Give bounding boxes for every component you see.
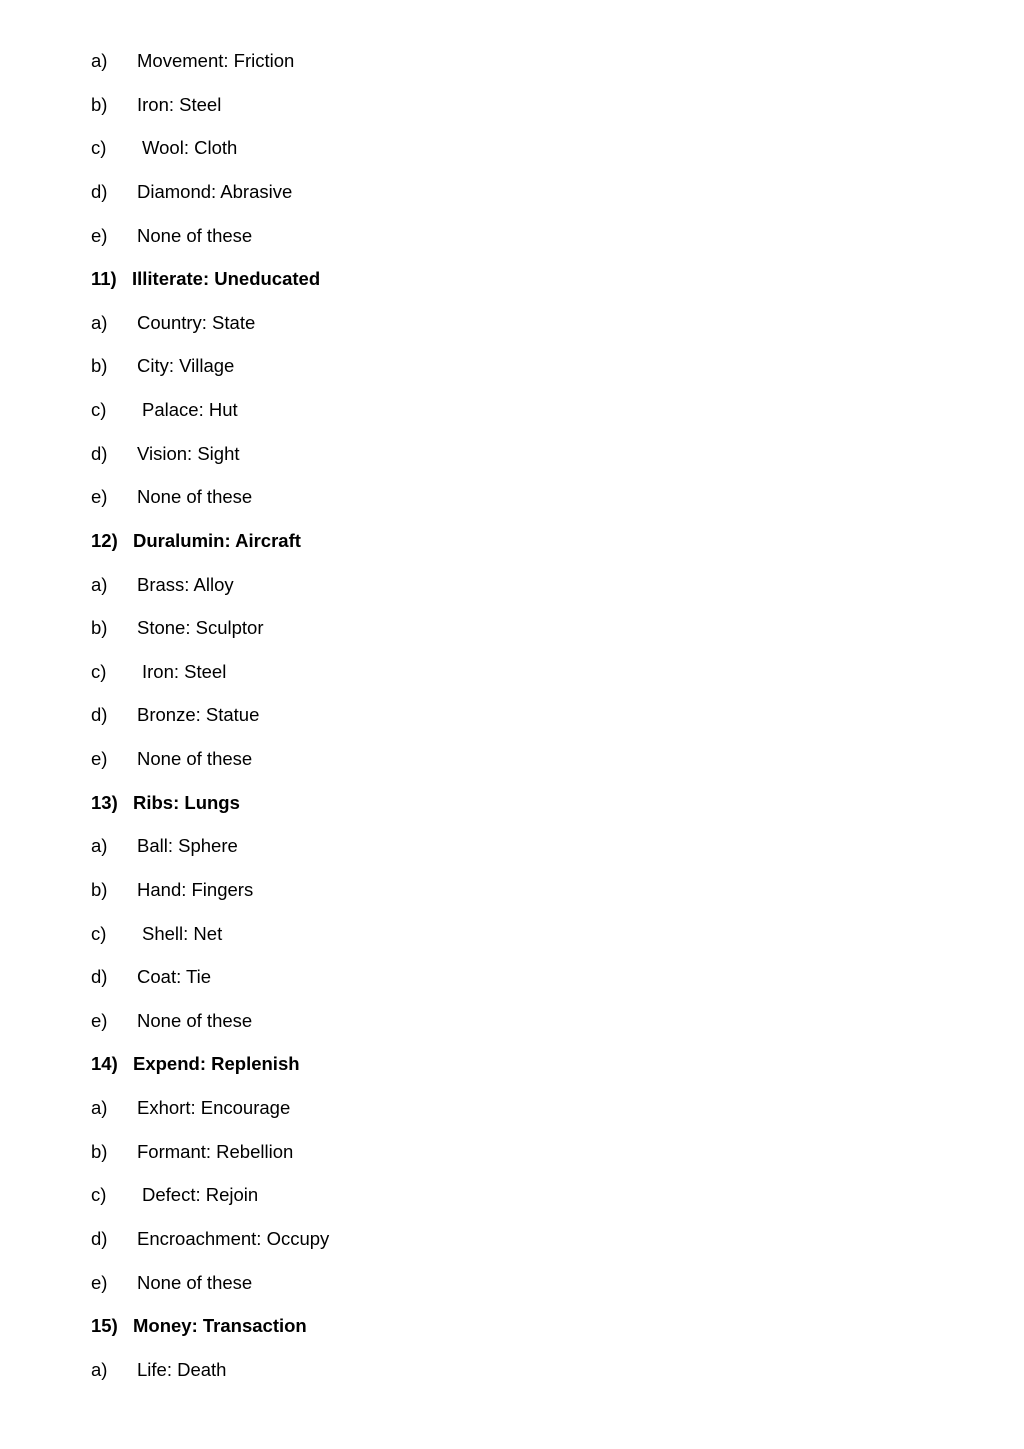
option-letter: c) (91, 137, 107, 159)
option-letter: b) (91, 93, 108, 115)
answer-option (91, 965, 971, 1009)
question-number: 15) (91, 1315, 118, 1337)
option-text: Stone: Sculptor (137, 617, 264, 639)
option-letter: d) (91, 1227, 108, 1249)
option-text: Vision: Sight (137, 442, 240, 464)
answer-option (91, 1358, 971, 1402)
option-letter: b) (91, 355, 108, 377)
answer-option (91, 1227, 971, 1271)
option-letter: c) (91, 1184, 107, 1206)
option-text: Shell: Net (142, 922, 223, 944)
option-text: Iron: Steel (137, 93, 222, 115)
option-text: City: Village (137, 355, 235, 377)
option-text: Diamond: Abrasive (137, 180, 293, 202)
answer-option (91, 354, 971, 398)
option-text: Palace: Hut (142, 399, 238, 420)
option-letter: c) (91, 922, 107, 944)
answer-option (91, 485, 971, 529)
option-letter: b) (91, 878, 108, 900)
question-number: 12) (91, 529, 118, 551)
option-text: Formant: Rebellion (137, 1140, 294, 1162)
option-text: None of these (137, 486, 253, 508)
question-text: Illiterate: Uneducated (132, 268, 321, 290)
option-text: None of these (137, 224, 253, 246)
question-heading (91, 529, 971, 573)
answer-option (91, 180, 971, 224)
question-text: Ribs: Lungs (133, 791, 240, 813)
question-heading (91, 791, 971, 835)
answer-option (91, 1009, 971, 1053)
option-letter: e) (91, 1271, 108, 1293)
question-number: 11) (91, 268, 117, 290)
option-text: None of these (137, 1271, 253, 1293)
question-heading (91, 1314, 971, 1358)
option-text: Coat: Tie (137, 966, 212, 988)
answer-option (91, 442, 971, 486)
answer-option (91, 136, 971, 180)
option-text: Wool: Cloth (142, 137, 238, 159)
option-letter: a) (91, 1358, 108, 1380)
document-body (91, 49, 971, 1401)
answer-option (91, 1096, 971, 1140)
answer-option (91, 311, 971, 355)
question-text: Duralumin: Aircraft (133, 529, 301, 551)
option-text: None of these (137, 1009, 253, 1031)
question-number: 13) (91, 791, 118, 813)
answer-option (91, 1183, 971, 1227)
option-letter: b) (91, 617, 108, 639)
question-heading (91, 267, 971, 311)
answer-option (91, 747, 971, 791)
option-text: Defect: Rejoin (142, 1184, 259, 1206)
option-letter: e) (91, 748, 108, 769)
option-text: Brass: Alloy (137, 573, 234, 595)
answer-option (91, 703, 971, 747)
option-text: Bronze: Statue (137, 704, 260, 726)
question-number: 14) (91, 1053, 118, 1075)
option-letter: d) (91, 180, 108, 202)
option-text: Life: Death (137, 1358, 227, 1380)
option-letter: d) (91, 704, 108, 726)
option-text: Hand: Fingers (137, 878, 254, 900)
option-text: None of these (137, 748, 253, 769)
option-letter: e) (91, 1009, 108, 1031)
option-letter: c) (91, 399, 107, 420)
question-text: Expend: Replenish (133, 1053, 300, 1075)
option-text: Exhort: Encourage (137, 1097, 291, 1118)
option-letter: d) (91, 966, 108, 988)
answer-option (91, 616, 971, 660)
option-letter: a) (91, 573, 108, 595)
option-letter: a) (91, 311, 108, 333)
option-text: Movement: Friction (137, 50, 295, 71)
answer-option (91, 834, 971, 878)
option-letter: a) (91, 835, 108, 857)
option-letter: e) (91, 224, 108, 246)
answer-option (91, 1140, 971, 1184)
answer-option (91, 398, 971, 442)
answer-option (91, 1271, 971, 1315)
answer-option (91, 224, 971, 268)
option-letter: d) (91, 442, 108, 464)
option-letter: a) (91, 50, 108, 71)
question-heading (91, 1052, 971, 1096)
option-text: Iron: Steel (142, 660, 227, 682)
answer-option (91, 660, 971, 704)
question-text: Money: Transaction (133, 1315, 307, 1337)
option-text: Country: State (137, 311, 256, 333)
option-letter: b) (91, 1140, 108, 1162)
option-letter: a) (91, 1097, 108, 1118)
option-text: Ball: Sphere (137, 835, 238, 857)
answer-option (91, 93, 971, 137)
option-text: Encroachment: Occupy (137, 1227, 330, 1249)
answer-option (91, 922, 971, 966)
answer-option (91, 49, 971, 93)
answer-option (91, 573, 971, 617)
answer-option (91, 878, 971, 922)
option-letter: c) (91, 660, 107, 682)
option-letter: e) (91, 486, 108, 508)
